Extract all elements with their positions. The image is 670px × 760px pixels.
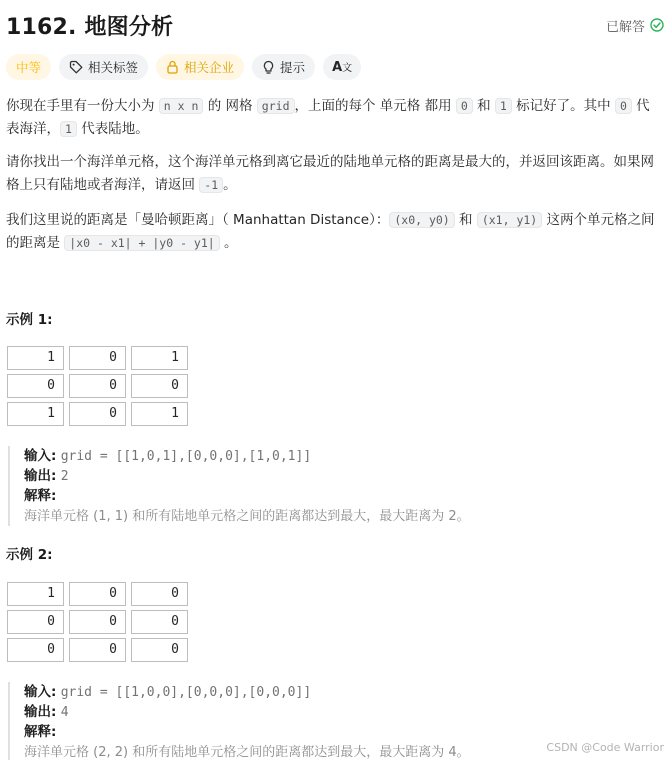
explain-label: 解释: [24, 724, 57, 740]
hint-button[interactable] [252, 54, 315, 80]
grid-cell: 0 [69, 402, 126, 426]
example-2-grid [7, 582, 188, 662]
inline-code: (x0, y0) [389, 212, 454, 228]
grid-cell: 0 [131, 582, 188, 606]
explain-text: 海洋单元格 (2, 2) 和所有陆地单元格之间的距离都达到最大，最大距离为 4。 [24, 745, 470, 760]
inline-code: 1 [495, 98, 512, 114]
grid-cell: 0 [69, 374, 126, 398]
inline-code: 1 [60, 121, 77, 137]
description-paragraph-3: 我们这里说的距离是「曼哈顿距离」（ Manhattan Distance）： (x0, y0) 和 (x1, y1) 这两个单元格之间的距离是 |x0 - x1| + |y0 - y1| 。 [6, 212, 655, 251]
difficulty-label: 中等 [16, 60, 42, 75]
grid-cell: 0 [69, 346, 126, 370]
example-2-title: 示例 2: [6, 547, 53, 563]
output-value: 2 [60, 469, 69, 484]
grid-cell: 1 [7, 402, 64, 426]
output-label: 输出: [24, 704, 57, 720]
output-label: 输出: [24, 468, 57, 484]
output-value: 4 [60, 705, 69, 720]
grid-cell: 1 [131, 346, 188, 370]
inline-code: |x0 - x1| + |y0 - y1| [64, 235, 219, 251]
example-1-grid [7, 346, 188, 426]
solved-status [606, 16, 664, 35]
example-1-title: 示例 1: [6, 312, 53, 328]
grid-cell: 0 [69, 582, 126, 606]
input-label: 输入: [24, 684, 57, 700]
inline-code: n x n [159, 98, 204, 114]
description-paragraph-1: 你现在手里有一份大小为 n x n 的 网格 grid ，上面的每个 单元格 都用 0 和 1 标记好了。其中 0 代表海洋， 1 代表陆地。 [6, 98, 650, 137]
grid-cell: 1 [131, 402, 188, 426]
problem-title: 1162. 地图分析 [6, 14, 174, 40]
grid-cell: 0 [69, 610, 126, 634]
description-paragraph-2: 请你找出一个海洋单元格，这个海洋单元格到离它最近的陆地单元格的距离是最大的，并返回该距离。如果网格上只有陆地或者海洋，请返回 -1 。 [6, 154, 654, 193]
translate-button[interactable] [323, 54, 361, 80]
explain-text: 海洋单元格 (1, 1) 和所有陆地单元格之间的距离都达到最大，最大距离为 2。 [24, 509, 470, 524]
translate-icon: A文 [332, 60, 353, 75]
grid-cell: 0 [131, 638, 188, 662]
topics-label: 相关标签 [88, 60, 139, 75]
hint-label: 提示 [280, 60, 306, 75]
tags-row [6, 54, 361, 80]
inline-code: -1 [199, 177, 223, 193]
input-value: grid = [[1,0,1],[0,0,0],[1,0,1]] [60, 449, 312, 464]
grid-cell: 1 [7, 582, 64, 606]
solved-label: 已解答 [605, 19, 645, 35]
csdn-watermark: CSDN @Code Warrior [546, 741, 664, 754]
inline-code: 0 [615, 98, 632, 114]
companies-tag-button[interactable] [156, 54, 244, 80]
inline-code: grid [257, 98, 295, 114]
input-value: grid = [[1,0,0],[0,0,0],[0,0,0]] [60, 685, 312, 700]
grid-cell: 0 [7, 638, 64, 662]
input-label: 输入: [24, 448, 57, 464]
grid-cell: 0 [7, 610, 64, 634]
grid-cell: 0 [69, 638, 126, 662]
explain-label: 解释: [24, 488, 57, 504]
topics-tag-button[interactable] [59, 54, 148, 80]
title-row [6, 8, 664, 42]
inline-code: (x1, y1) [477, 212, 542, 228]
grid-cell: 0 [131, 610, 188, 634]
difficulty-badge[interactable] [6, 54, 51, 80]
grid-cell: 1 [7, 346, 64, 370]
lightbulb-icon [262, 60, 275, 75]
example-1-io-block [8, 446, 658, 526]
lock-icon [166, 60, 179, 74]
inline-code: 0 [456, 98, 473, 114]
companies-label: 相关企业 [184, 60, 235, 75]
grid-cell: 0 [131, 374, 188, 398]
tag-icon [69, 60, 83, 74]
grid-cell: 0 [7, 374, 64, 398]
check-circle-icon [650, 18, 664, 32]
